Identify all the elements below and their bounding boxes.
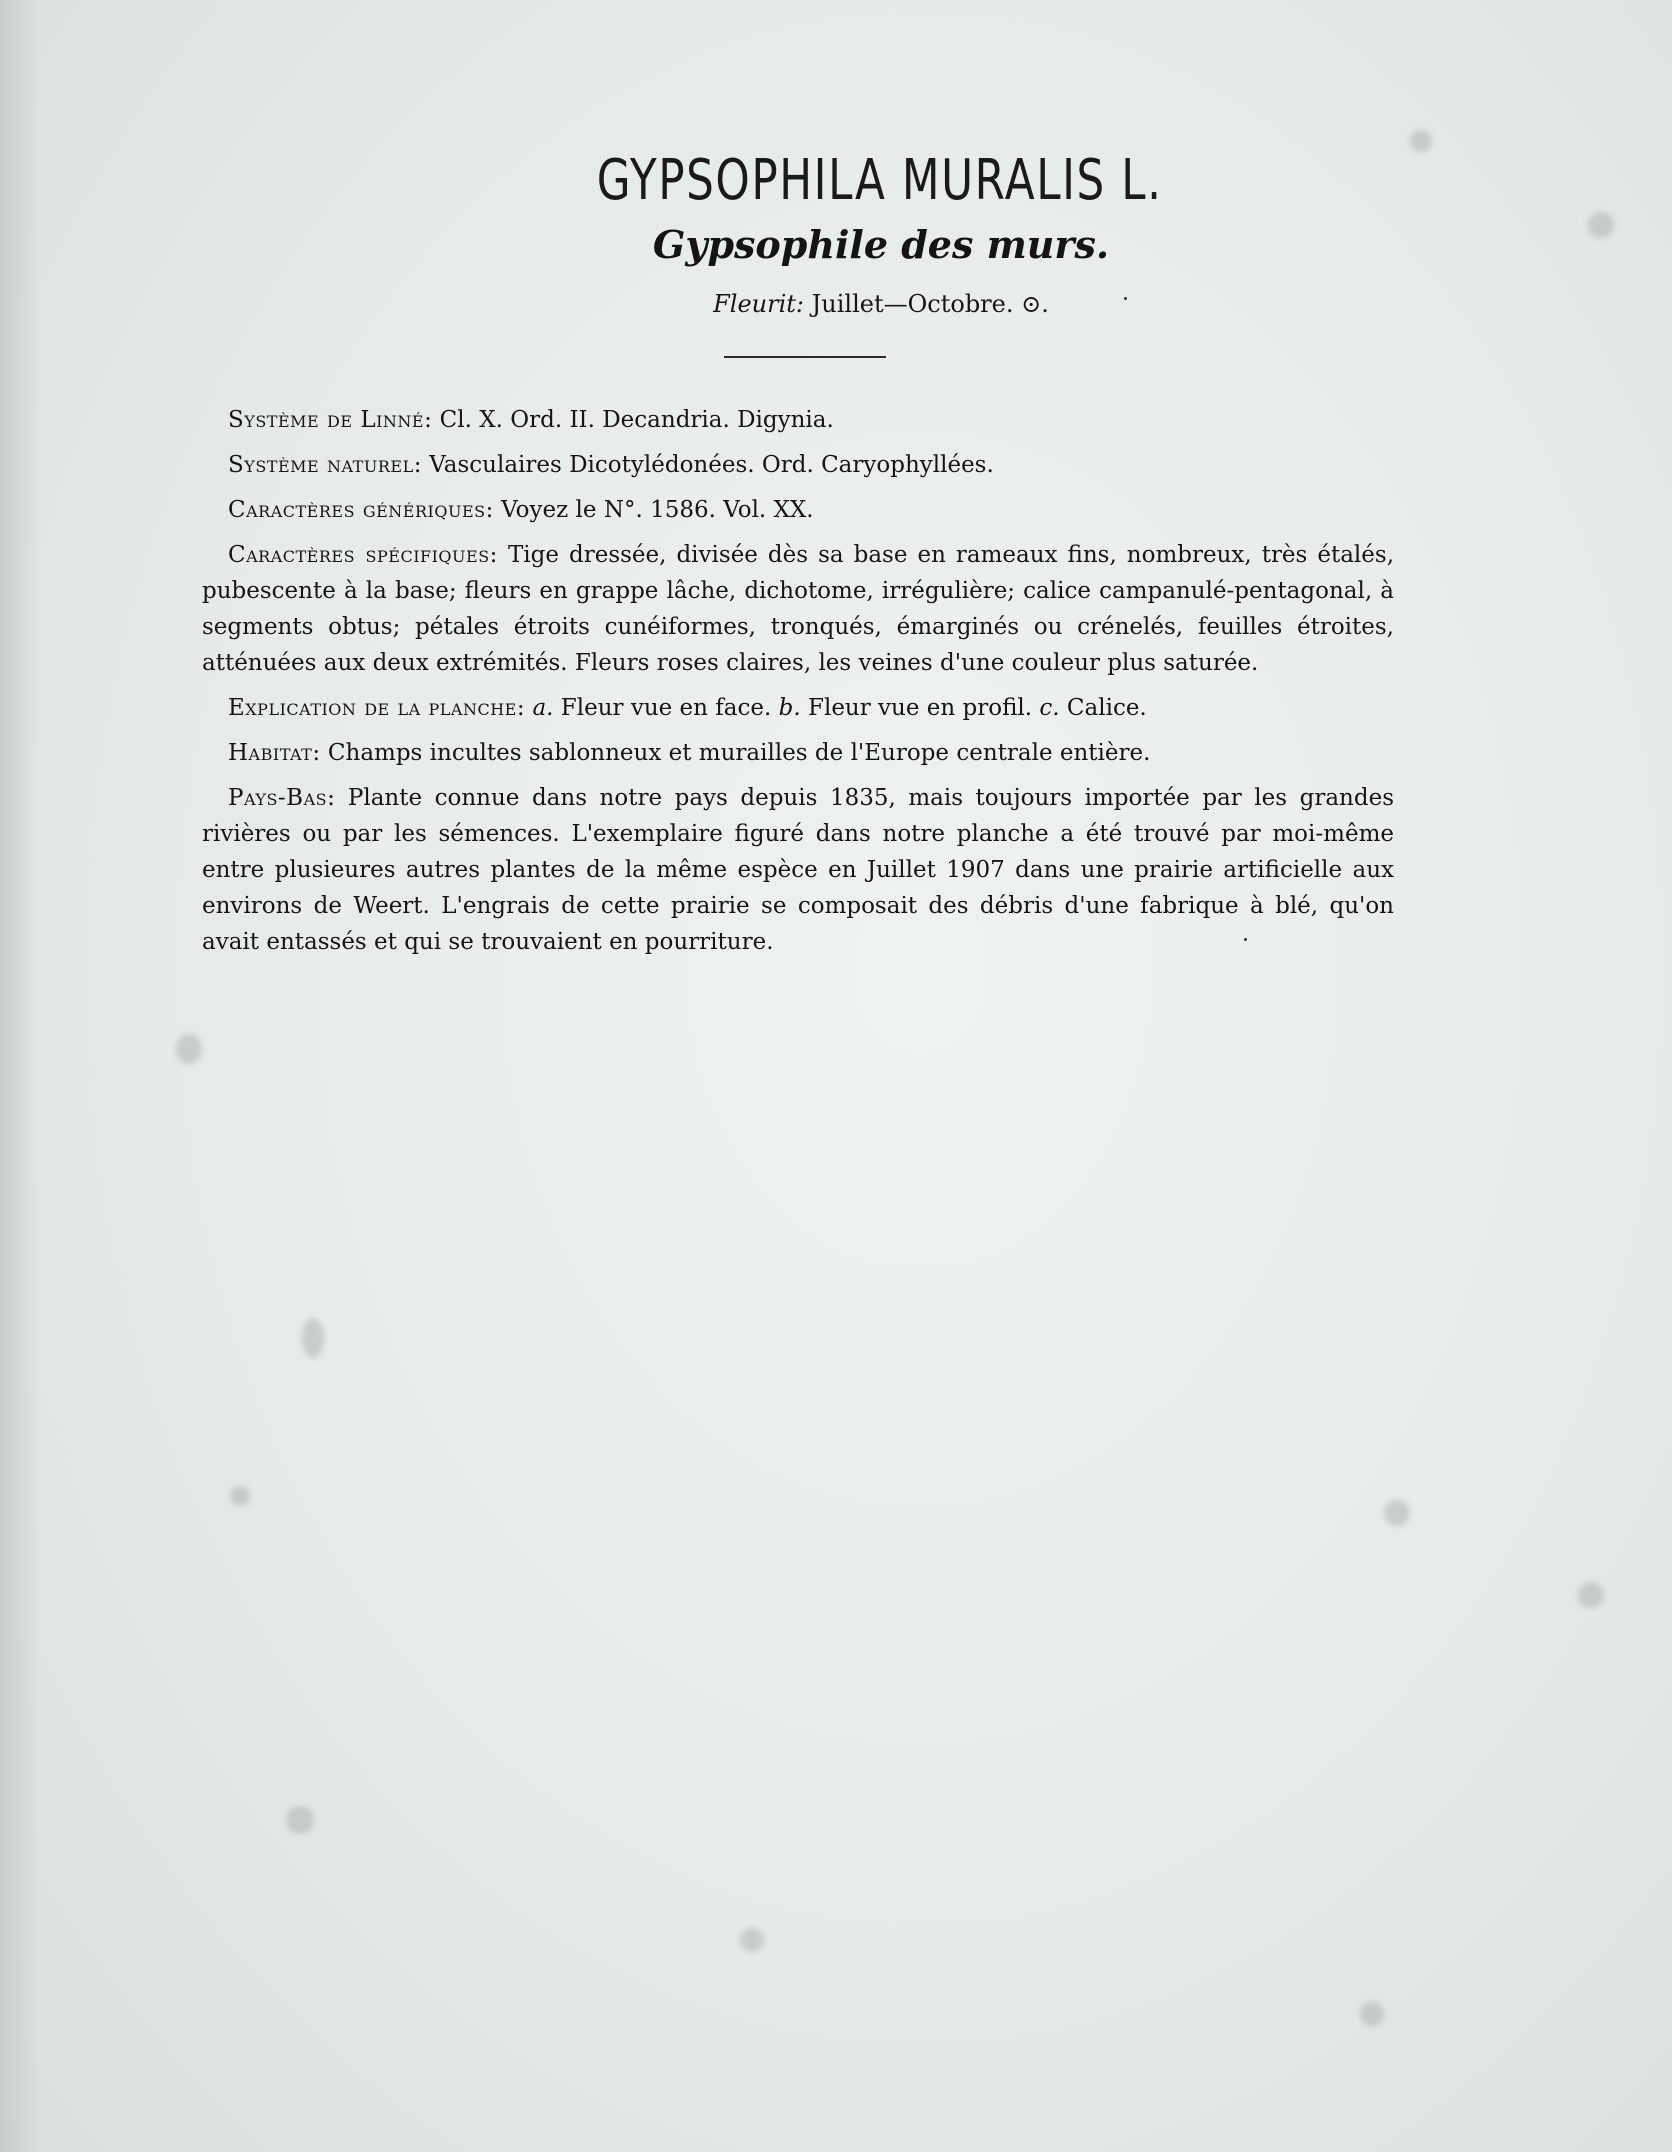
paper-foxing-spot (302, 1318, 324, 1358)
section-specifiques (202, 537, 1394, 681)
section-generiques (202, 492, 1394, 528)
section-text-part: Fleur vue en profil. (800, 695, 1040, 721)
page-subtitle: Gypsophile des murs. (652, 222, 1110, 267)
section-text-part: Fleur vue en face. (553, 695, 779, 721)
paper-foxing-spot (176, 1034, 202, 1064)
section-heading: Caractères spécifiques: (228, 542, 498, 568)
section-linne (202, 402, 1394, 438)
figure-letter-a: a. (532, 695, 554, 721)
section-text-part: Calice. (1059, 695, 1147, 721)
paper-foxing-spot (230, 1486, 250, 1506)
section-heading: Caractères génériques: (228, 497, 494, 523)
figure-letter-b: b. (778, 695, 801, 721)
section-heading: Pays-Bas: (228, 785, 336, 811)
section-pays-bas (202, 780, 1394, 960)
page-title: GYPSOPHILA MURALIS L. (596, 148, 1163, 213)
section-heading: Système de Linné: (228, 407, 433, 433)
paper-foxing-spot (286, 1806, 314, 1834)
paper-foxing-spot (740, 1928, 764, 1952)
figure-letter-c: c. (1039, 695, 1060, 721)
section-heading: Système naturel: (228, 452, 422, 478)
section-heading: Habitat: (228, 740, 321, 766)
ink-speck (1124, 297, 1127, 300)
section-text: Plante connue dans notre pays depuis 1835, mais toujours importée par les grandes rivières ou par les sémences. L'exemplaire figuré dans notre planche a été trouvé par moi-même entre plusieures autres plantes de la même espèce en Juillet 1907 dans une prairie artificielle aux environs de Weert. L'engrais de cette prairie se composait des débris d'une fabrique à blé, qu'on avait entassés et qui se trouvaient en pourriture. (202, 785, 1394, 955)
paper-foxing-spot (1578, 1582, 1604, 1608)
section-text: Champs incultes sablonneux et murailles de l'Europe centrale entière. (320, 740, 1151, 766)
paper-foxing-spot (1360, 2002, 1384, 2026)
section-text: Voyez le N°. 1586. Vol. XX. (493, 497, 814, 523)
ink-speck (1244, 938, 1247, 941)
page-spine-shadow (0, 0, 40, 2152)
paper-foxing-spot (1384, 1500, 1410, 1526)
section-habitat (202, 735, 1394, 771)
section-text: Cl. X. Ord. II. Decandria. Digynia. (432, 407, 834, 433)
section-text: Vasculaires Dicotylédonées. Ord. Caryophyllées. (421, 452, 994, 478)
section-heading: Explication de la planche: (228, 695, 526, 721)
title-divider (724, 356, 886, 358)
section-text: Tige dressée, divisée dès sa base en rameaux fins, nombreux, très étalés, pubescente à la base; fleurs en grappe lâche, dichotome, irrégulière; calice campanulé-pentagonal, à segments obtus; pétales étroits cunéiformes, tronqués, émarginés ou crénelés, feuilles étroites, atténuées aux deux extrémités. Fleurs roses claires, les veines d'une couleur plus saturée. (202, 542, 1395, 676)
flowering-period (0, 290, 1672, 318)
section-naturel (202, 447, 1394, 483)
description-body (202, 402, 1394, 969)
flowering-label: Fleurit: (713, 290, 805, 318)
flowering-value: Juillet—Octobre. ⊙. (811, 290, 1049, 318)
section-explication (202, 690, 1394, 726)
